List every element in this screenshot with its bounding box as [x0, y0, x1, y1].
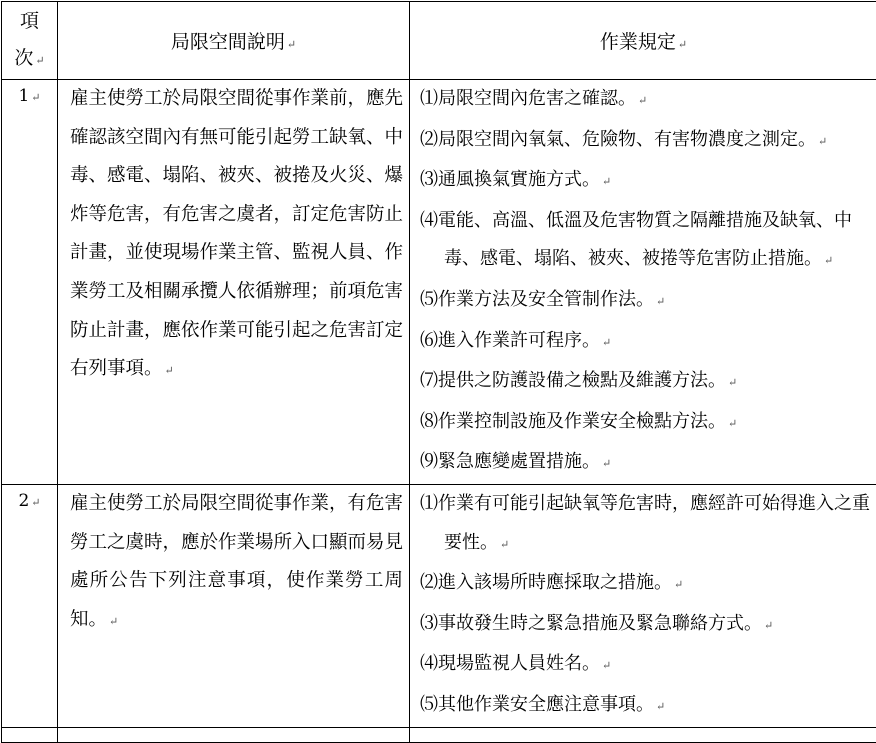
rule-item: ⑼緊急應變處置措施。 ↵ — [420, 443, 876, 484]
rules-header-text: 作業規定 — [600, 31, 676, 53]
rule-item: ⑸其他作業安全應注意事項。 ↵ — [420, 686, 876, 727]
rule-item: ⑵局限空間內氧氣、危險物、有害物濃度之測定。 ↵ — [420, 121, 876, 162]
rule-item: ⑺提供之防護設備之檢點及維護方法。 ↵ — [420, 362, 876, 403]
description-header-text: 局限空間說明 — [171, 31, 285, 53]
rule-item: ⑷電能、高溫、低溫及危害物質之隔離措施及缺氧、中毒、感電、塌陷、被夾、被捲等危害防止措施。 ↵ — [420, 202, 876, 281]
description-text: 雇主使勞工於局限空間從事作業，有危害勞工之虞時，應於作業場所入口顯而易見處所公告下列注意事項，使作業勞工周知。 — [70, 493, 403, 630]
regulation-table — [1, 1, 876, 743]
paragraph-mark: ↵ — [287, 38, 296, 51]
paragraph-mark: ↵ — [109, 615, 118, 628]
rules-cell — [410, 727, 876, 742]
paragraph-mark: ↵ — [678, 38, 687, 51]
table-row — [2, 484, 876, 727]
description-cell — [58, 484, 410, 727]
paragraph-mark: ↵ — [31, 496, 40, 509]
description-text: 雇主使勞工於局限空間從事作業前，應先確認該空間內有無可能引起勞工缺氧、中毒、感電、塌陷、被夾、被捲及火災、爆炸等危害，有危害之虞者，訂定危害防止計畫，並使現場作業主管、監視人員、作業勞工及相關承攬人依循辦理；前項危害防止計畫，應依作業可能引起之危害訂定右列事項。 — [70, 88, 403, 379]
rule-item: ⑶通風換氣實施方式。 ↵ — [420, 161, 876, 202]
rule-item: ⑸作業方法及安全管制作法。 ↵ — [420, 281, 876, 322]
description-header — [58, 2, 410, 80]
description-cell — [58, 80, 410, 485]
rules-cell — [410, 484, 876, 727]
paragraph-mark: ↵ — [31, 91, 40, 104]
row-index-cell — [2, 727, 58, 742]
description-cell — [58, 727, 410, 742]
rule-item: ⑶事故發生時之緊急措施及緊急聯絡方式。 ↵ — [420, 605, 876, 646]
row-index: 2 — [18, 491, 29, 511]
rule-item: ⑷現場監視人員姓名。 ↵ — [420, 645, 876, 686]
index-header-line2: 次 — [14, 47, 33, 69]
rules-header — [410, 2, 876, 80]
paragraph-mark: ↵ — [165, 364, 174, 377]
row-index-cell — [2, 80, 58, 485]
rule-item: ⑴局限空間內危害之確認。 ↵ — [420, 80, 876, 121]
row-index-cell — [2, 484, 58, 727]
table-row-partial — [2, 727, 876, 742]
rule-item: ⑹進入作業許可程序。 ↵ — [420, 322, 876, 363]
rules-cell — [410, 80, 876, 485]
table-row — [2, 80, 876, 485]
rule-item: ⑵進入該場所時應採取之措施。 ↵ — [420, 564, 876, 605]
rule-item: ⑻作業控制設施及作業安全檢點方法。 ↵ — [420, 403, 876, 444]
rule-item: ⑴作業有可能引起缺氧等危害時，應經許可始得進入之重要性。 ↵ — [420, 485, 876, 564]
header-row — [2, 2, 876, 80]
index-header — [2, 2, 58, 80]
row-index: 1 — [18, 86, 29, 106]
index-header-line1: 項 — [2, 3, 57, 40]
paragraph-mark: ↵ — [35, 54, 44, 67]
